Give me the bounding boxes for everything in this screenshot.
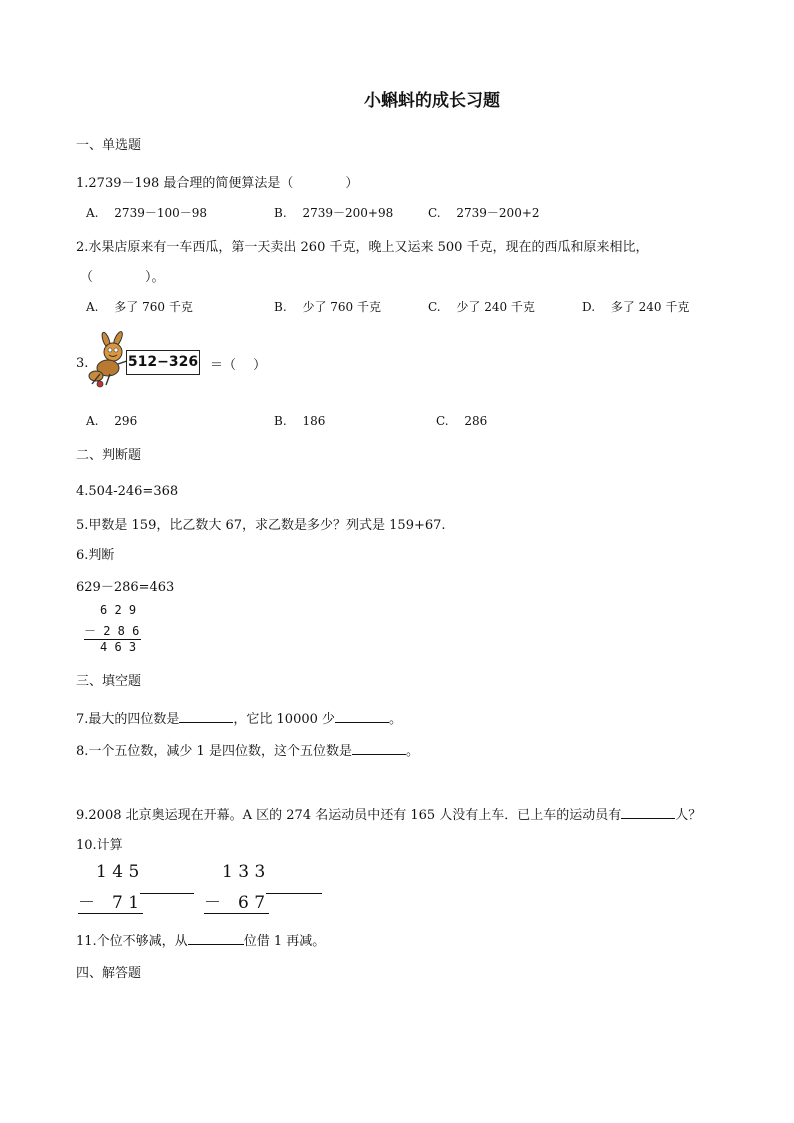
question-3-expression-card: 512−326 bbox=[126, 350, 200, 375]
question-3-option-c[interactable]: C. 286 bbox=[436, 414, 488, 428]
question-1-option-b[interactable]: B. 2739－200+98 bbox=[274, 206, 394, 220]
question-3-number: 3. bbox=[76, 356, 89, 371]
question-2-option-b[interactable]: B. 少了 760 千克 bbox=[274, 300, 381, 314]
question-9-blank[interactable] bbox=[621, 806, 675, 819]
question-9-end: 人？ bbox=[675, 808, 702, 823]
question-7-blank-1[interactable] bbox=[179, 710, 233, 723]
question-2-stem: 2.水果店原来有一车西瓜，第一天卖出 260 千克，晚上又运来 500 千克，现在的西瓜和原来相比， bbox=[76, 240, 649, 255]
q6-vertical-mid: － 2 8 6 bbox=[84, 624, 140, 638]
q6-vertical-top: 6 2 9 bbox=[100, 603, 137, 617]
question-3-tail: ＝（ ） bbox=[210, 358, 267, 373]
question-7-pre: 7.最大的四位数是 bbox=[76, 712, 180, 727]
question-3-option-a[interactable]: A. 296 bbox=[86, 414, 138, 428]
section-fill-blank: 三、填空题 bbox=[76, 674, 142, 689]
question-11-end: 位借 1 再减。 bbox=[243, 934, 326, 949]
question-8 bbox=[76, 740, 419, 759]
question-8-end: 。 bbox=[405, 744, 419, 759]
question-10-label: 10.计算 bbox=[76, 838, 123, 853]
question-1-stem: 1.2739－198 最合理的简便算法是（ ） bbox=[76, 176, 359, 191]
q10-problem-2-answer-line[interactable] bbox=[266, 893, 322, 894]
question-4: 4.504-246=368 bbox=[76, 484, 179, 499]
question-2-option-d[interactable]: D. 多了 240 千克 bbox=[582, 300, 690, 314]
page-title: 小蝌蚪的成长习题 bbox=[364, 91, 500, 111]
question-3-option-b[interactable]: B. 186 bbox=[274, 414, 326, 428]
q10-problem-2-top: 1 3 3 bbox=[222, 862, 266, 882]
question-7-blank-2[interactable] bbox=[335, 710, 389, 723]
question-9-pre: 9.2008 北京奥运现在开幕。A 区的 274 名运动员中还有 165 人没有上车．已上车的运动员有 bbox=[76, 808, 622, 823]
section-solve: 四、解答题 bbox=[76, 966, 142, 981]
question-9 bbox=[76, 804, 701, 823]
question-2-option-c[interactable]: C. 少了 240 千克 bbox=[428, 300, 535, 314]
question-8-blank[interactable] bbox=[352, 742, 406, 755]
question-5: 5.甲数是 159，比乙数大 67，求乙数是多少？列式是 159+67. bbox=[76, 518, 446, 533]
question-1-option-a[interactable]: A. 2739－100－98 bbox=[86, 206, 208, 220]
q10-problem-1-bottom: － 7 1 bbox=[78, 888, 143, 914]
question-6-equation: 629－286=463 bbox=[76, 580, 175, 595]
q10-problem-1-answer-line[interactable] bbox=[140, 893, 194, 894]
q6-vertical-result: 4 6 3 bbox=[100, 640, 137, 654]
question-11-pre: 11.个位不够减，从 bbox=[76, 934, 188, 949]
question-6-label: 6.判断 bbox=[76, 548, 115, 563]
section-single-choice: 一、单选题 bbox=[76, 138, 142, 153]
q10-problem-2-bottom: － 6 7 bbox=[204, 888, 269, 914]
question-11 bbox=[76, 930, 325, 949]
question-1-option-c[interactable]: C. 2739－200+2 bbox=[428, 206, 540, 220]
question-8-pre: 8.一个五位数，减少 1 是四位数，这个五位数是 bbox=[76, 744, 352, 759]
question-11-blank[interactable] bbox=[188, 932, 244, 945]
question-2-option-a[interactable]: A. 多了 760 千克 bbox=[86, 300, 193, 314]
question-7 bbox=[76, 708, 402, 727]
question-7-end: 。 bbox=[389, 712, 403, 727]
question-7-mid: ，它比 10000 少 bbox=[233, 712, 336, 727]
question-2-stem-cont: （ ）。 bbox=[80, 270, 165, 285]
section-true-false: 二、判断题 bbox=[76, 448, 142, 463]
q10-problem-1-top: 1 4 5 bbox=[96, 862, 140, 882]
